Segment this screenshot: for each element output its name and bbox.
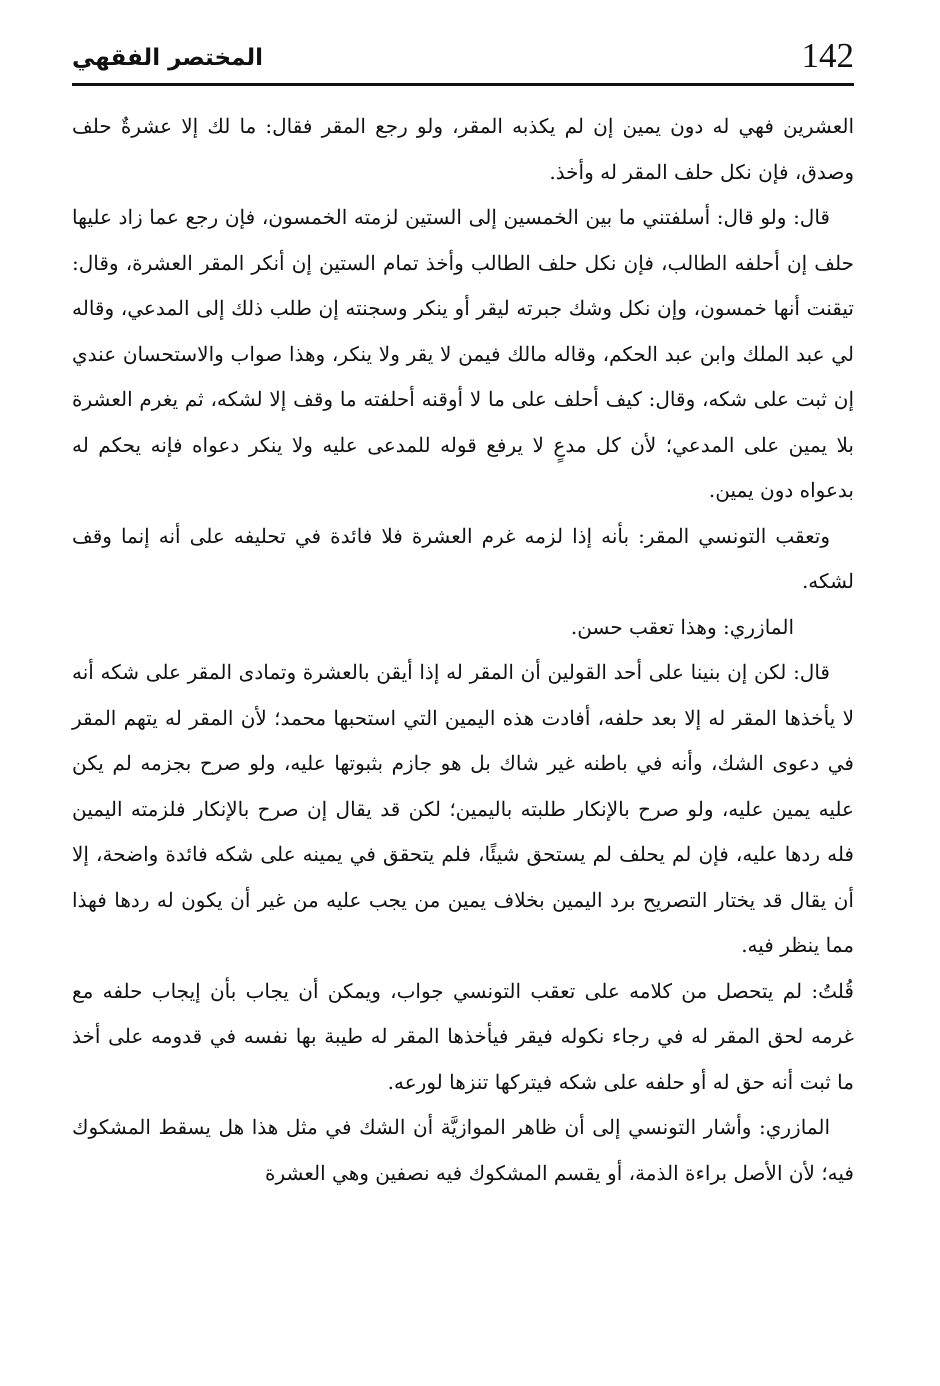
paragraph-mazari-ashar: المازري: وأشار التونسي إلى أن ظاهر الموازيَّة أن الشك في مثل هذا هل يسقط المشكوك فيه؛ لأن الأصل براءة الذمة، أو يقسم المشكوك فيه نصفين وهي العشرة	[72, 1115, 854, 1185]
paragraph-lakin-in-banayna: قال: لكن إن بنينا على أحد القولين أن المقر له إذا أيقن بالعشرة وتمادى المقر على شكه أنه لا يأخذها المقر له إلا بعد حلفه، أفادت هذه اليمين التي استحبها محمد؛ لأن المقر له يتهم المقر في دعوى الشك، وأنه في باطنه غير شاك بل هو جازم بثبوتها عليه، ولو صرح بجزمه لم يكن عليه يمين عليه، ولو صرح بالإنكار طلبته باليمين؛ لكن قد يقال إن صرح بالإنكار فلزمته اليمين فله ردها عليه، فإن لم يحلف لم يستحق شيئًا، فلم يتحقق في يمينه على شكه فائدة واضحة، إلا أن يقال قد يختار التصريح برد اليمين بخلاف يمين من يجب عليه من غير أن يكون له ردها فهذا مما ينظر فيه.	[72, 660, 854, 957]
running-title: المختصر الفقهي	[72, 45, 263, 71]
paragraph-qala-aslaftani: قال: ولو قال: أسلفتني ما بين الخمسين إلى الستين لزمته الخمسون، فإن رجع عما زاد عليها حلف إن أحلفه الطالب، فإن نكل حلف الطالب وأخذ تمام الستين إن أنكر المقر العشرة، وقال: تيقنت أنها خمسون، وإن نكل وشك جبرته ليقر أو ينكر وسجنته إن طلب ذلك إلى المدعي، وقاله لي عبد الملك وابن عبد الحكم، وقاله مالك فيمن لا يقر ولا ينكر، وهذا صواب والاستحسان عندي إن ثبت على شكه، وقال: كيف أحلف على ما لا أوقنه أحلفته ما وقف إلا لشكه، ثم يغرم العشرة بلا يمين على المدعي؛ لأن كل مدعٍ لا يرفع قوله للمدعى عليه ولا ينكر دعواه فإنه يحكم له بدعواه دون يمين.	[72, 205, 854, 502]
paragraph-mazari-comment: المازري: وهذا تعقب حسن.	[570, 614, 794, 639]
page-body	[72, 104, 854, 1196]
page-number: 142	[801, 36, 854, 75]
paragraph-qultu: قُلتُ: لم يتحصل من كلامه على تعقب التونسي جواب، ويمكن أن يجاب بأن إيجاب حلفه مع غرمه لحق المقر له في رجاء نكوله فيقر فيأخذها المقر له طيبة بها نفسه في قدومه على أخذ ما ثبت أنه حق له أو حلفه على شكه فيتركها تنزها لورعه.	[72, 978, 854, 1094]
paragraph-continuation: العشرين فهي له دون يمين إن لم يكذبه المقر، ولو رجع المقر فقال: ما لك إلا عشرةٌ حلف وصدق، فإن نكل حلف المقر له وأخذ.	[72, 114, 854, 184]
header-divider	[72, 83, 854, 86]
paragraph-tunisi-objection: وتعقب التونسي المقر: بأنه إذا لزمه غرم العشرة فلا فائدة في تحليفه على أنه إنما وقف لشكه.	[72, 523, 854, 593]
page-header	[72, 30, 854, 86]
